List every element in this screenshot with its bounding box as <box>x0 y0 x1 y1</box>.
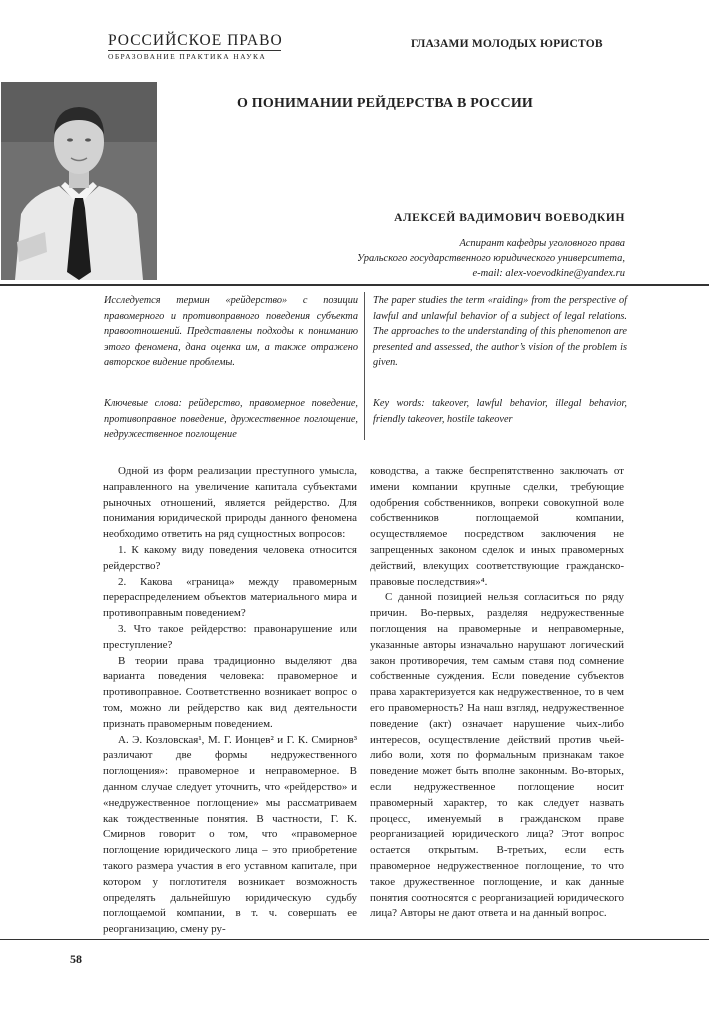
paragraph: ководства, а также беспрепятственно заключать от имени компании крупные сделки, требующие одобрения собственников, вопреки совокупной воле собственников поглощаемой компании, осуществляемое посредством заключения не запрещенных законом сделок и иных правомерных действий, влекущих соответствующие гражданско-правовые последствия»⁴. <box>370 465 624 588</box>
author-photo-graphic <box>1 82 157 280</box>
paragraph: С данной позицией нельзя согласиться по ряду причин. Во-первых, разделяя недружественные поглощения на правомерные и неправомерные, указанные авторы изначально нарушают логический закон противоречия, тем самым ставя под сомнение собственные суждения. Если поведение субъектов права характеризуется как недружественное, то в чем его правомерность? На наш взгляд, недружественное поведение (акт) означает нарушение чьих-либо интересов, осуществление действий против чьей-либо воли, хотя по формальным признакам такое поведение может быть вполне законным. Во-вторых, если недружественное поглощение носит правомерный характер, то как следует назвать процесс, именуемый в гражданском праве реорганизацией юридического лица? Этот вопрос остается открытым. В-третьих, если есть правомерное недружественное поглощение, то что такое дружественное поглощение, и как данные понятия соотносятся с реорганизацией юридического лица? Авторы не дают ответа и на данный вопрос. <box>370 591 624 920</box>
journal-subtitle: ОБРАЗОВАНИЕ ПРАКТИКА НАУКА <box>108 52 267 61</box>
author-photo <box>1 82 157 280</box>
journal-header <box>108 32 283 61</box>
abstract-ru: Исследуется термин «рейдерство» с позиции правомерного и противоправного поведения субъекта правоотношений. Представлены подходы к пониманию этого феномена, дана оценка им, а также отражено авторское видение проблемы. <box>104 295 358 368</box>
section-title: ГЛАЗАМИ МОЛОДЫХ ЮРИСТОВ <box>411 38 603 50</box>
keywords-ru: Ключевые слова: рейдерство, правомерное поведение, противоправное поведение, дружественное поглощение, недружественное поглощение <box>104 398 358 440</box>
keywords-en: Key words: takeover, lawful behavior, illegal behavior, friendly takeover, hostile takeover <box>373 398 627 425</box>
page-number: 58 <box>70 952 82 966</box>
paragraph: В теории права традиционно выделяют два варианта поведения человека: правомерное и противоправное. Соответственно возникает вопрос о том, можно ли рейдерство как вид деятельности признать правомерным поведением. <box>103 654 357 730</box>
affiliation-line: Аспирант кафедры уголовного права <box>459 238 625 249</box>
body-column-left <box>103 464 357 938</box>
paragraph: А. Э. Козловская¹, М. Г. Ионцев² и Г. К. Смирнов³ различают две формы недружественного поглощения»: правомерное и неправомерное. В данном случае следует уточнить, что «рейдерство» и «недружественное поглощение» мы рассматриваем как тождественные понятия. В частности, Г. К. Смирнов говорит о том, что «правомерное поглощение юридического лица – это приобретение такого размера участия в его уставном капитале, при котором у поглотителя возникает возможность определять дальнейшую юридическую судьбу поглощаемой компании, в т. ч. совершать ее реорганизацию, смену ру- <box>103 733 357 936</box>
abstract-en: The paper studies the term «raiding» from the perspective of lawful and unlawful behavior of a subject of legal relations. The approaches to the understanding of this phenomenon are presented and assessed, the author’s vision of the problem is given. <box>373 295 627 368</box>
header-divider <box>0 284 709 286</box>
paragraph: 1. К какому виду поведения человека относится рейдерство? <box>103 543 357 572</box>
journal-title: РОССИЙСКОЕ ПРАВО <box>108 32 283 49</box>
journal-title-rule <box>108 50 281 51</box>
paragraph: 2. Какова «граница» между правомерным перераспределением объектов материального мира и противоправным поведением? <box>103 575 357 620</box>
paragraph: 3. Что такое рейдерство: правонарушение или преступление? <box>103 622 357 651</box>
abstract-column-divider <box>364 292 365 440</box>
article-title: О ПОНИМАНИИ РЕЙДЕРСТВА В РОССИИ <box>237 96 533 111</box>
body-column-right <box>370 464 624 922</box>
affiliation-line: Уральского государственного юридического университета, <box>357 253 625 264</box>
paragraph: Одной из форм реализации преступного умысла, направленного на увеличение капитала субъектами рыночных отношений, является рейдерство. Для понимания юридической природы данного феномена необходимо ответить на ряд сущностных вопросов: <box>103 465 357 541</box>
footer-divider <box>0 939 709 940</box>
author-affiliation <box>265 236 625 281</box>
author-email: e-mail: alex-voevodkine@yandex.ru <box>472 268 625 279</box>
author-name: АЛЕКСЕЙ ВАДИМОВИЧ ВОЕВОДКИН <box>394 212 625 224</box>
